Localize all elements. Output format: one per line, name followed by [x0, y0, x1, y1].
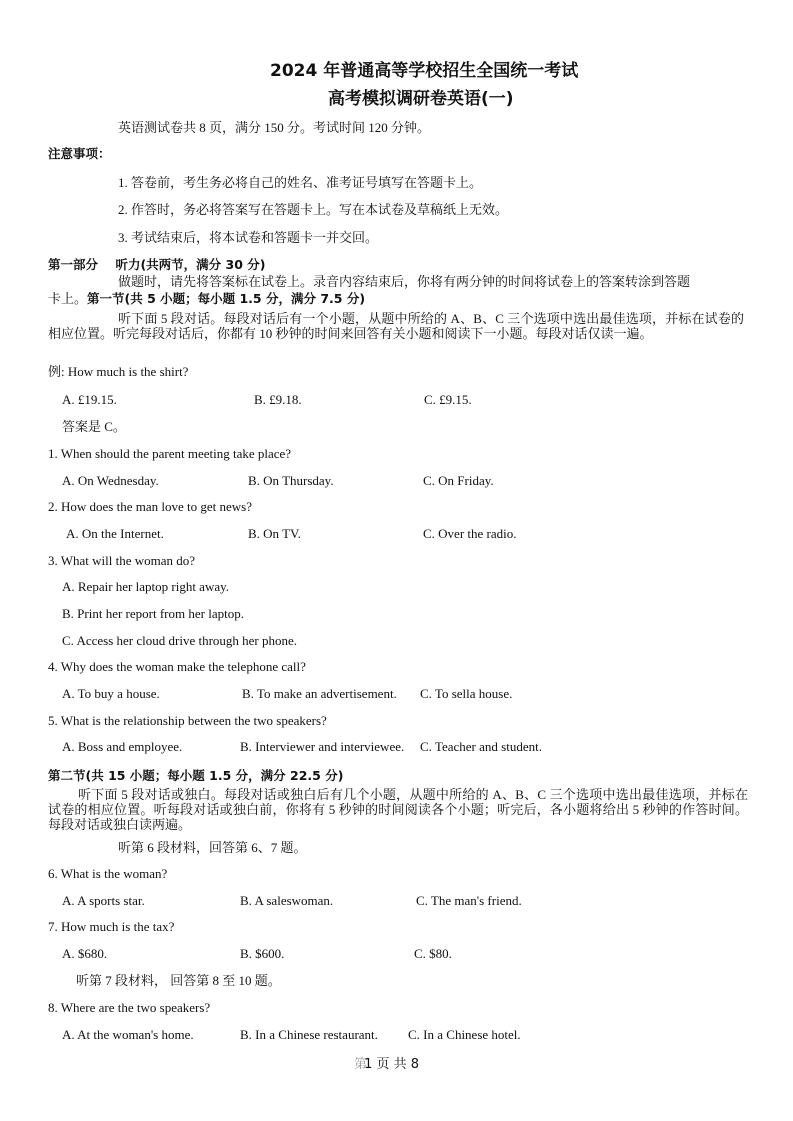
q2-option-c: C. Over the radio.	[423, 526, 517, 541]
part1-title: 听力(共两节，满分 30 分)	[115, 257, 266, 272]
part1-instruction-a: 做题时，请先将答案标在试卷上。录音内容结束后，你将有两分钟的时间将试卷上的答案转涂到答题	[118, 274, 691, 289]
q1-option-b: B. On Thursday.	[248, 473, 334, 488]
page-footer	[354, 1057, 419, 1073]
part1-instruction-b	[48, 291, 365, 307]
example-answer: 答案是 C。	[62, 419, 126, 434]
q8-option-b: B. In a Chinese restaurant.	[240, 1027, 378, 1042]
q8-option-c: C. In a Chinese hotel.	[408, 1027, 521, 1042]
question-8: 8. Where are the two speakers?	[48, 1000, 211, 1015]
part1-heading	[48, 257, 265, 273]
exam-title: 2024 年普通高等学校招生全国统一考试	[270, 61, 579, 81]
question-1: 1. When should the parent meeting take place?	[48, 446, 292, 461]
question-5: 5. What is the relationship between the two speakers?	[48, 713, 327, 728]
question-6: 6. What is the woman?	[48, 866, 168, 881]
part1-label: 第一部分	[48, 257, 99, 272]
q4-option-a: A. To buy a house.	[62, 686, 160, 701]
section1-instruction: 听下面 5 段对话。每段对话后有一个小题，从题中所给的 A、B、C 三个选项中选出最佳选项，并标在试卷的相应位置。听完每段对话后，你都有 10 秒钟的时间来回答有关小题和阅读下一小题。每段对话仅读一遍。	[48, 311, 744, 341]
q2-option-a: A. On the Internet.	[66, 526, 164, 541]
section2-title: 第二节(共 15 小题；每小题 1.5 分，满分 22.5 分)	[48, 768, 344, 783]
q4-option-b: B. To make an advertisement.	[242, 686, 397, 701]
example-question: 例: How much is the shirt?	[48, 364, 189, 379]
part1-instruction-b-text: 卡上。	[48, 291, 88, 306]
q8-option-a: A. At the woman's home.	[62, 1027, 194, 1042]
example-option-b: B. £9.18.	[254, 392, 302, 407]
exam-subtitle: 高考模拟调研卷英语(一)	[328, 89, 514, 109]
q7-option-b: B. $600.	[240, 946, 285, 961]
q5-option-c: C. Teacher and student.	[420, 739, 542, 754]
notice-item-3: 3. 考试结束后，将本试卷和答题卡一并交回。	[118, 230, 379, 245]
notice-heading: 注意事项：	[48, 146, 111, 161]
example-option-a: A. £19.15.	[62, 392, 117, 407]
section2-instruction: 听下面 5 段对话或独白。每段对话或独白后有几个小题，从题中所给的 A、B、C 三个选项中选出最佳选项，并标在试卷的相应位置。听每段对话或独白前，你将有 5 秒钟的时间阅读各个小题；听完后，各小题将给出 5 秒钟的作答时间。每段对话或独白读两遍。	[48, 787, 748, 832]
notice-item-1: 1. 答卷前，考生务必将自己的姓名、准考证号填写在答题卡上。	[118, 175, 483, 190]
q5-option-b: B. Interviewer and interviewee.	[240, 739, 405, 754]
q3-option-a: A. Repair her laptop right away.	[62, 579, 230, 594]
q1-option-c: C. On Friday.	[423, 473, 494, 488]
section1-title: 第一节(共 5 小题；每小题 1.5 分，满分 7.5 分)	[87, 291, 366, 306]
example-option-c: C. £9.15.	[424, 392, 472, 407]
q6-option-c: C. The man's friend.	[416, 893, 522, 908]
page-footer-mark: 第	[354, 1057, 368, 1072]
q4-option-c: C. To sella house.	[420, 686, 513, 701]
q6-option-a: A. A sports star.	[62, 893, 145, 908]
q5-option-a: A. Boss and employee.	[62, 739, 183, 754]
exam-intro: 英语测试卷共 8 页，满分 150 分。考试时间 120 分钟。	[118, 120, 431, 135]
page-number: 1 页 共 8	[364, 1057, 420, 1072]
notice-item-2: 2. 作答时，务必将答案写在答题卡上。写在本试卷及草稿纸上无效。	[118, 202, 509, 217]
q3-option-c: C. Access her cloud drive through her phone.	[62, 633, 298, 648]
question-3: 3. What will the woman do?	[48, 553, 196, 568]
q7-option-c: C. $80.	[414, 946, 452, 961]
q7-option-a: A. $680.	[62, 946, 108, 961]
question-7: 7. How much is the tax?	[48, 919, 175, 934]
q3-option-b: B. Print her report from her laptop.	[62, 606, 244, 621]
material-6-note: 听第 6 段材料，回答第 6、7 题。	[118, 840, 307, 855]
q1-option-a: A. On Wednesday.	[62, 473, 159, 488]
question-4: 4. Why does the woman make the telephone call?	[48, 659, 306, 674]
material-7-note: 听第 7 段材料， 回答第 8 至 10 题。	[76, 973, 281, 988]
q2-option-b: B. On TV.	[248, 526, 301, 541]
question-2: 2. How does the man love to get news?	[48, 499, 252, 514]
q6-option-b: B. A saleswoman.	[240, 893, 334, 908]
